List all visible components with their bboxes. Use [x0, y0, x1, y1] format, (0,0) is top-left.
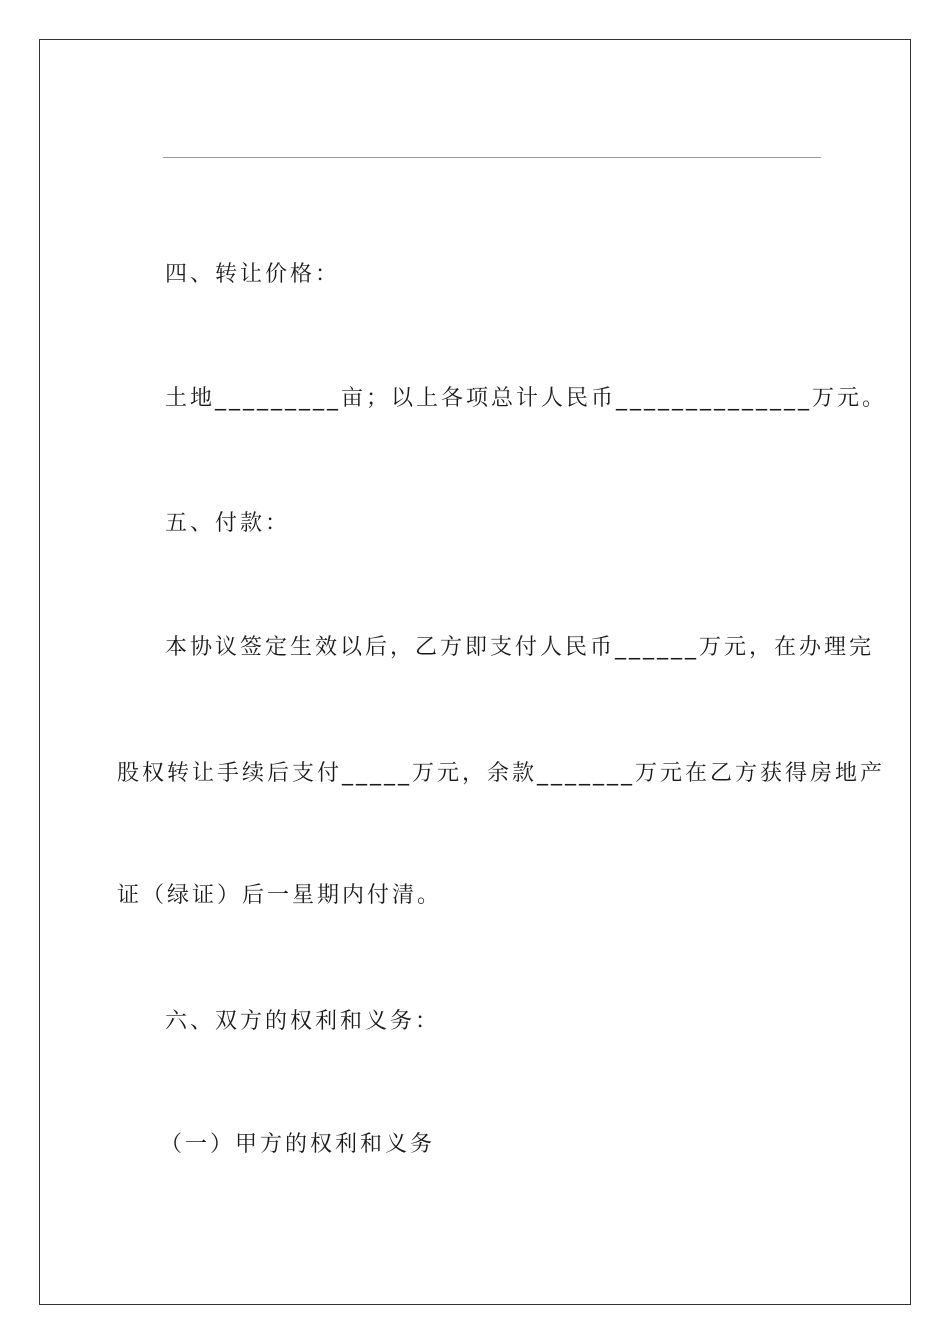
header-rule [163, 157, 821, 158]
page-frame [39, 39, 911, 1305]
paragraph-payment-line-3: 证（绿证）后一星期内付清。 [117, 883, 443, 908]
paragraph-land-price: 土地_________亩；以上各项总计人民币______________万元。 [165, 386, 888, 411]
section-heading-payment: 五、付款： [165, 511, 291, 536]
section-heading-transfer-price: 四、转让价格： [165, 262, 341, 287]
section-heading-rights-obligations: 六、双方的权利和义务： [165, 1009, 441, 1034]
paragraph-payment-line-2: 股权转让手续后支付_____万元，余款_______万元在乙方获得房地产 [117, 761, 886, 786]
subsection-heading-party-a: （一）甲方的权利和义务 [160, 1132, 436, 1157]
paragraph-payment-line-1: 本协议签定生效以后，乙方即支付人民币______万元，在办理完 [165, 635, 875, 660]
